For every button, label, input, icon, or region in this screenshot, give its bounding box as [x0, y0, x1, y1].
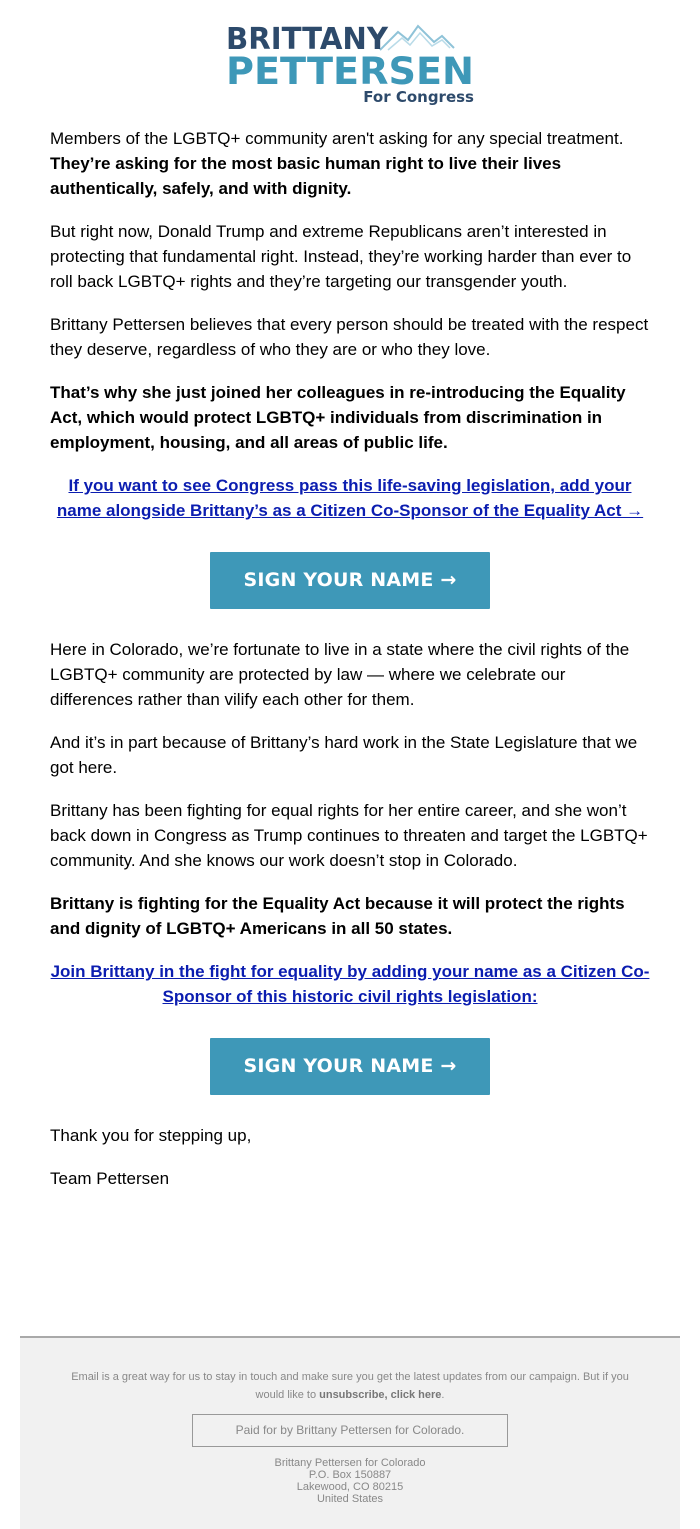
- footer-note: Email is a great way for us to stay in touch and make sure you get the latest updates from our campaign. But if you would like to unsubscribe, click here.: [71, 1371, 629, 1401]
- address-line: United States: [316, 1493, 384, 1505]
- sign-your-name-button-2[interactable]: SIGN YOUR NAME →: [210, 1038, 490, 1095]
- unsubscribe-link[interactable]: unsubscribe, click here: [319, 1389, 442, 1401]
- logo-line2: PETTERSEN: [226, 50, 474, 93]
- email-body: [0, 18, 700, 1505]
- sign-your-name-button[interactable]: SIGN YOUR NAME →: [210, 552, 490, 609]
- button-row-2: [50, 1038, 650, 1095]
- paragraph-4: That’s why she just joined her colleagues in re-introducing the Equality Act, which would protect LGBTQ+ individuals from discrimination in employment, housing, and all areas of public life.: [50, 383, 626, 452]
- signoff: Thank you for stepping up,: [50, 1126, 252, 1145]
- email-content: [0, 126, 700, 1191]
- paragraph-3: Brittany Pettersen believes that every person should be treated with the respect they deserve, regardless of who they are or who they love.: [50, 315, 649, 359]
- address-line: P.O. Box 150887: [308, 1469, 392, 1481]
- logo-line1: BRITTANY: [226, 22, 390, 57]
- paragraph-7: Brittany has been fighting for equal rights for her entire career, and she won’t back down in Congress as Trump continues to threaten and target the LGBTQ+ community. And she knows our work doesn’t stop in Colorado.: [50, 801, 648, 870]
- campaign-logo: [220, 18, 480, 108]
- mailing-address: [20, 1457, 680, 1505]
- paragraph-2: But right now, Donald Trump and extreme Republicans aren’t interested in protecting that fundamental right. Instead, they’re working harder than ever to roll back LGBTQ+ rights and they’re targeting our transgender youth.: [50, 222, 632, 291]
- paid-for-disclaimer: Paid for by Brittany Pettersen for Colorado.: [192, 1414, 508, 1447]
- signature: Team Pettersen: [50, 1169, 170, 1188]
- mountain-icon: [380, 26, 454, 50]
- cosponsor-link-paragraph-1: [50, 473, 650, 523]
- address-line: Brittany Pettersen for Colorado: [274, 1457, 426, 1469]
- button-row-1: [50, 552, 650, 609]
- address-line: Lakewood, CO 80215: [296, 1481, 404, 1493]
- cosponsor-link-paragraph-2: [50, 959, 650, 1009]
- paragraph-1-bold: They’re asking for the most basic human right to live their lives authentically, safely, and with dignity.: [50, 154, 562, 198]
- paragraph-6: And it’s in part because of Brittany’s hard work in the State Legislature that we got here.: [50, 733, 638, 777]
- cosponsor-link-2[interactable]: Join Brittany in the fight for equality by adding your name as a Citizen Co-Sponsor of this historic civil rights legislation:: [50, 962, 650, 1006]
- paragraph-8: Brittany is fighting for the Equality Act because it will protect the rights and dignity of LGBTQ+ Americans in all 50 states.: [50, 894, 625, 938]
- logo-line3: For Congress: [363, 88, 474, 106]
- paragraph-1: Members of the LGBTQ+ community aren't asking for any special treatment. They’re asking for the most basic human right to live their lives authentically, safely, and with dignity.: [50, 129, 624, 198]
- cosponsor-link-1[interactable]: If you want to see Congress pass this life-saving legislation, add your name alongside Brittany’s as a Citizen Co-Sponsor of the Equality Act →: [56, 476, 644, 520]
- email-footer: [20, 1336, 680, 1529]
- paragraph-5: Here in Colorado, we’re fortunate to live in a state where the civil rights of the LGBTQ+ community are protected by law — where we celebrate our differences rather than vilify each other for them.: [50, 640, 630, 709]
